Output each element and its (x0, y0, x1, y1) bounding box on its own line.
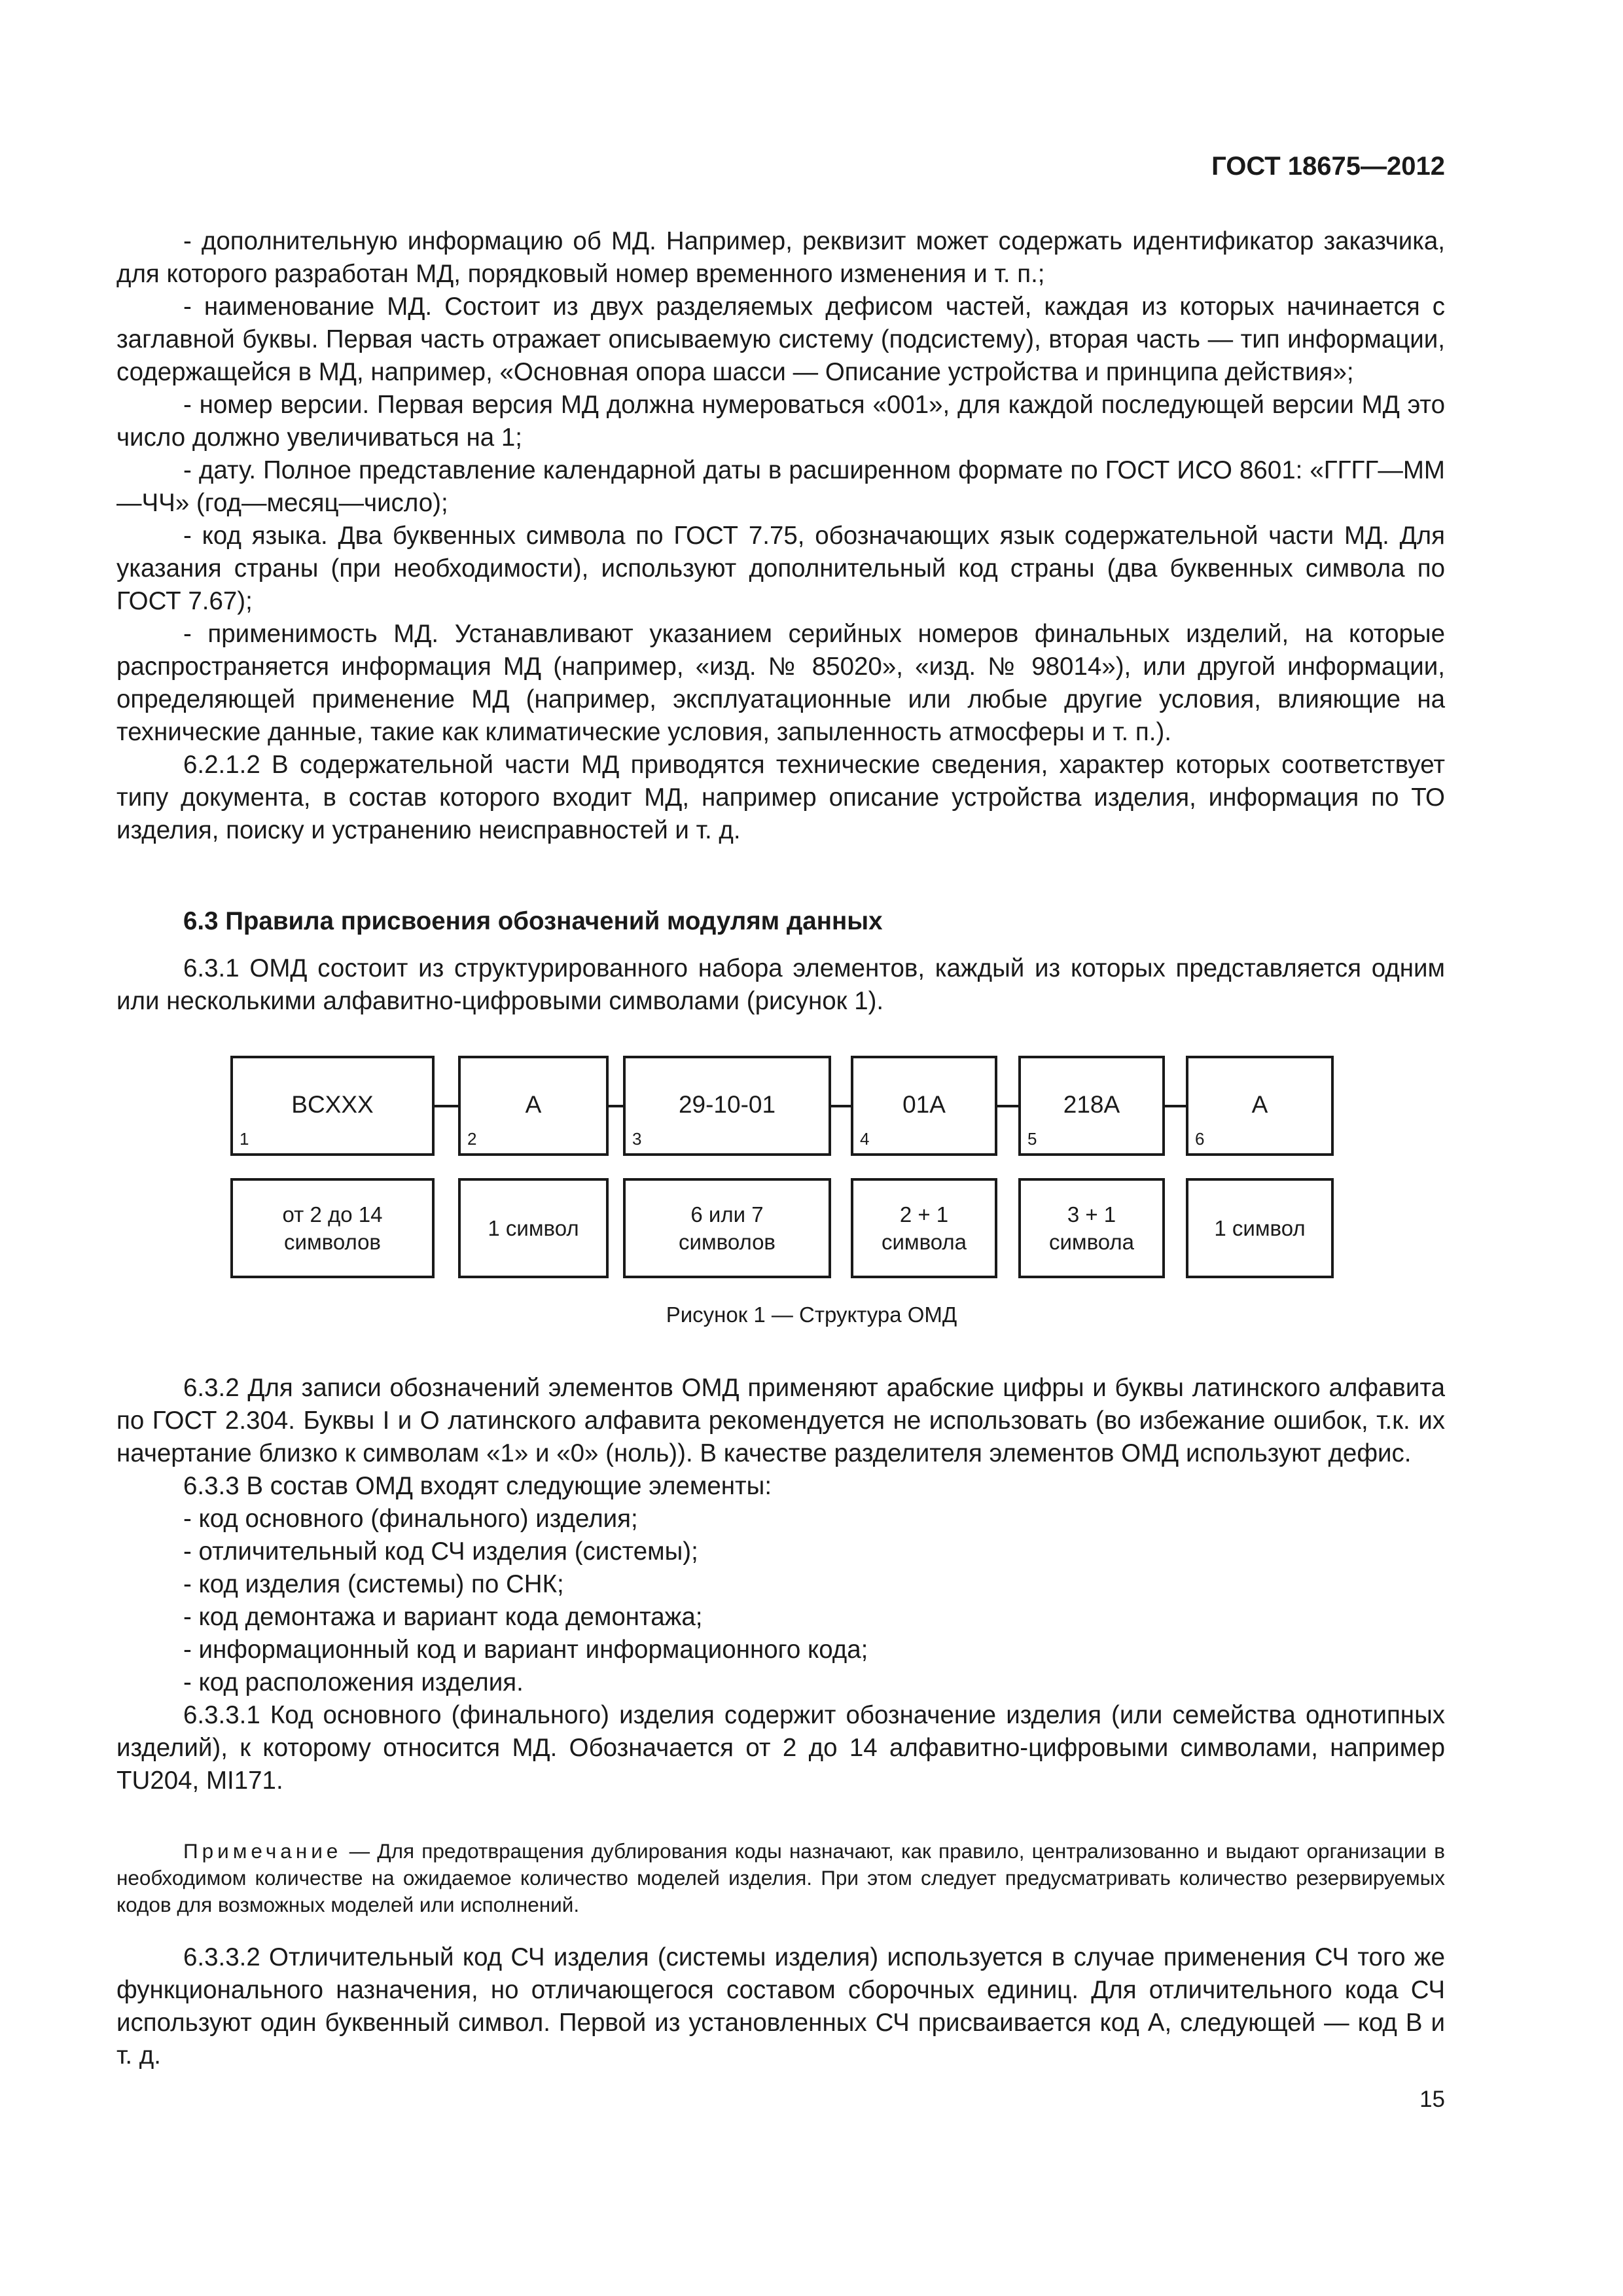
paragraph-6-3-3-2: 6.3.3.2 Отличительный код СЧ изделия (системы изделия) используется в случае применения СЧ того же функционального назначения, но отличающегося составом сборочных единиц. Для отличительного кода СЧ используют один буквенный символ. Первой из установленных СЧ присваивается код A, следующей — код B и т. д. (116, 1943, 1445, 2070)
element-code: 218A (1063, 1091, 1120, 1118)
paragraph: - наименование МД. Состоит из двух разделяемых дефисом частей, каждая из которых начинается с заглавной буквы. Первая часть отражает описываемую систему (подсистему), вторая часть — тип информации, содержащейся в МД, например, «Основная опора шасси — Описание устройства и принципа действия»; (116, 293, 1445, 386)
paragraph: - код языка. Два буквенных символа по ГОСТ 7.75, обозначающих язык содержательной части МД. Для указания страны (при необходимости), используют дополнительный код страны (два буквенных символа по ГОСТ 7.67); (116, 522, 1445, 615)
element-code: A (525, 1091, 542, 1118)
element-box-5 (1018, 1056, 1165, 1156)
document-header: ГОСТ 18675—2012 (1211, 152, 1445, 181)
element-length: 6 или 7 символов (679, 1202, 776, 1254)
paragraph-6-2-1-2: 6.2.1.2 В содержательной части МД приводятся технические сведения, характер которых соответствует типу документа, в состав которого входит МД, например описание устройства изделия, информация по ТО изделия, поиску и устранению неисправностей и т. д. (116, 751, 1445, 844)
figure-caption: Рисунок 1 — Структура ОМД (666, 1302, 957, 1327)
length-box-1 (230, 1178, 435, 1278)
section-6-3-3-2 (116, 1941, 1445, 2072)
element-length: 3 + 1 символа (1048, 1202, 1135, 1254)
length-box-3 (623, 1178, 831, 1278)
hyphen-connector (997, 1105, 1018, 1107)
note (116, 1838, 1445, 1918)
length-box-2 (458, 1178, 609, 1278)
note-body: — Для предотвращения дублирования коды назначают, как правило, централизованно и выдают организации в необходимом количестве на ожидаемое количество моделей изделия. При этом следует предусматривать количество резервируемых кодов для возможных моделей или исполнений. (116, 1839, 1445, 1916)
hyphen-connector (831, 1105, 851, 1107)
hyphen-connector (609, 1105, 623, 1107)
paragraph: - применимость МД. Устанавливают указанием серийных номеров финальных изделий, на которые распространяется информация МД (например, «изд. № 85020», «изд. № 98014»), или другой информации, определяющей применение МД (например, эксплуатационные или любые другие условия, влияющие на технические данные, такие как климатические условия, запыленность атмосферы и т. п.). (116, 620, 1445, 746)
list-item: - код изделия (системы) по СНК; (183, 1570, 564, 1598)
paragraph-6-3-2: 6.3.2 Для записи обозначений элементов ОМД применяют арабские цифры и буквы латинского алфавита по ГОСТ 2.304. Буквы I и O латинского алфавита рекомендуется не использовать (во избежание ошибок, т.к. их начертание близко к символам «1» и «0» (ноль)). В качестве разделителя элементов ОМД используют дефис. (116, 1374, 1445, 1467)
element-length: 1 символ (488, 1215, 579, 1240)
list-item: - информационный код и вариант информационного кода; (183, 1636, 868, 1664)
section-6-3 (116, 905, 1445, 1018)
element-number: 4 (860, 1129, 870, 1149)
element-box-4 (851, 1056, 997, 1156)
section-6-3-2 (116, 1372, 1445, 1797)
section-requisites (116, 225, 1445, 847)
paragraph-6-3-1: 6.3.1 ОМД состоит из структурированного набора элементов, каждый из которых представляется одним или несколькими алфавитно-цифровыми символами (рисунок 1). (116, 954, 1445, 1015)
element-code: 01A (902, 1091, 946, 1118)
element-number: 6 (1195, 1129, 1205, 1149)
length-box-4 (851, 1178, 997, 1278)
length-box-5 (1018, 1178, 1165, 1278)
length-box-6 (1186, 1178, 1334, 1278)
element-number: 2 (467, 1129, 477, 1149)
element-number: 5 (1027, 1129, 1037, 1149)
note-label: Примечание (183, 1839, 342, 1863)
paragraph-6-3-3-1: 6.3.3.1 Код основного (финального) изделия содержит обозначение изделия (или семейства однотипных изделий), к которому относится МД. Обозначается от 2 до 14 алфавитно-цифровыми символами, например TU204, MI171. (116, 1701, 1445, 1795)
hyphen-connector (1165, 1105, 1186, 1107)
paragraph-6-3-3: 6.3.3 В состав ОМД входят следующие элементы: (183, 1472, 772, 1500)
element-length: 1 символ (1214, 1215, 1306, 1240)
list-item: - код основного (финального) изделия; (183, 1505, 638, 1533)
list-item: - отличительный код СЧ изделия (системы); (183, 1537, 698, 1566)
element-number: 3 (632, 1129, 642, 1149)
element-code: 29-10-01 (678, 1091, 776, 1118)
note-text (116, 1838, 1445, 1918)
paragraph: - дополнительную информацию об МД. Например, реквизит может содержать идентификатор заказчика, для которого разработан МД, порядковый номер временного изменения и т. п.; (116, 227, 1445, 288)
element-box-1 (230, 1056, 435, 1156)
section-heading: 6.3 Правила присвоения обозначений модулям данных (183, 907, 883, 935)
list-item: - код расположения изделия. (183, 1668, 524, 1696)
paragraph: - номер версии. Первая версия МД должна нумероваться «001», для каждой последующей версии МД это число должно увеличиваться на 1; (116, 391, 1445, 452)
element-length: 2 + 1 символа (881, 1202, 967, 1254)
element-box-6 (1186, 1056, 1334, 1156)
page-number: 15 (1419, 2087, 1445, 2112)
element-box-2 (458, 1056, 609, 1156)
element-code: A (1251, 1091, 1268, 1118)
paragraph: - дату. Полное представление календарной даты в расширенном формате по ГОСТ ИСО 8601: «ГГГГ—ММ—ЧЧ» (год—месяц—число); (116, 456, 1445, 517)
list-item: - код демонтажа и вариант кода демонтажа; (183, 1603, 703, 1631)
hyphen-connector (435, 1105, 458, 1107)
element-box-3 (623, 1056, 831, 1156)
element-code: BCXXX (291, 1091, 374, 1118)
element-number: 1 (240, 1129, 249, 1149)
element-length: от 2 до 14 символов (282, 1202, 383, 1254)
